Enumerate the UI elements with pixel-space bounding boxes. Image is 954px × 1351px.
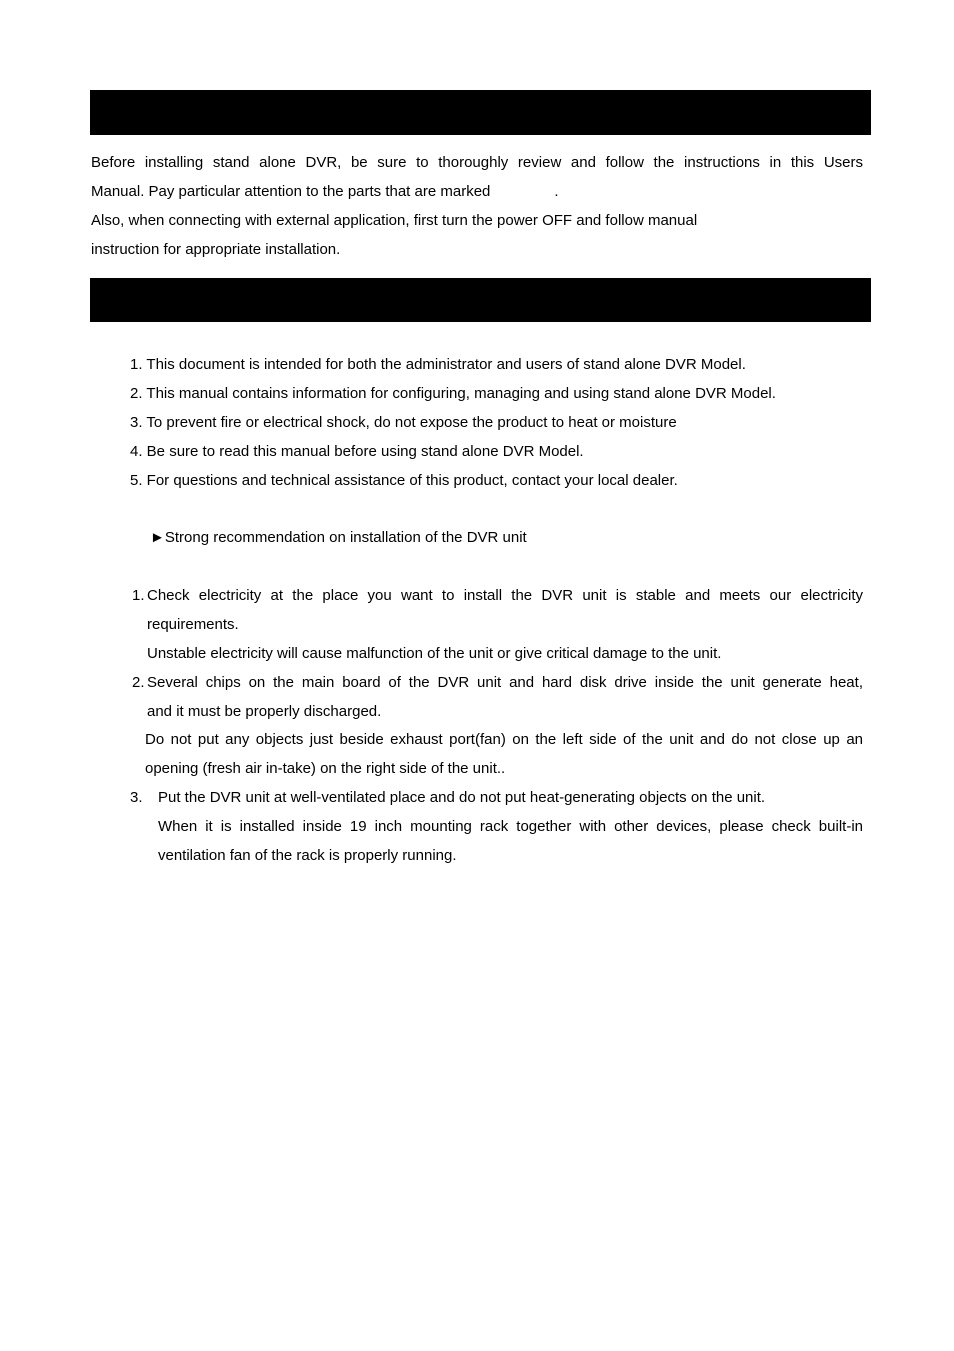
- rec-item-3-line-3: ventilation fan of the rack is properly running.: [158, 847, 457, 864]
- section-header-bar-2: [90, 278, 871, 322]
- intro-line-2-end: .: [554, 183, 559, 200]
- note-item-4: 4. Be sure to read this manual before using stand alone DVR Model.: [130, 443, 584, 460]
- rec-item-1-number: 1.: [132, 587, 145, 604]
- note-item-5: 5. For questions and technical assistance of this product, contact your local dealer.: [130, 472, 678, 489]
- intro-line-2: [91, 183, 559, 201]
- note-item-2: 2. This manual contains information for configuring, managing and using stand alone DVR Model.: [130, 385, 776, 402]
- rec-item-3-number: 3.: [130, 789, 143, 806]
- rec-item-3-line-2: When it is installed inside 19 inch mounting rack together with other devices, please check built-in: [158, 818, 863, 835]
- rec-item-2-line-1: Several chips on the main board of the DVR unit and hard disk drive inside the unit generate heat,: [147, 674, 863, 691]
- rec-item-1-line-3: Unstable electricity will cause malfunction of the unit or give critical damage to the unit.: [147, 645, 722, 662]
- rec-item-2-number: 2.: [132, 674, 145, 691]
- intro-line-2-text: Manual. Pay particular attention to the parts that are marked: [91, 183, 491, 200]
- recommendation-heading: ►Strong recommendation on installation of the DVR unit: [150, 529, 527, 546]
- rec-item-2-line-4: opening (fresh air in-take) on the right side of the unit..: [145, 760, 506, 777]
- rec-item-1-line-1: Check electricity at the place you want to install the DVR unit is stable and meets our electricity: [147, 587, 863, 604]
- rec-item-1-line-2: requirements.: [147, 616, 239, 633]
- rec-item-3-line-1: Put the DVR unit at well-ventilated place and do not put heat-generating objects on the unit.: [158, 789, 766, 806]
- intro-line-3: Also, when connecting with external application, first turn the power OFF and follow manual: [91, 212, 698, 229]
- intro-line-4: instruction for appropriate installation.: [91, 241, 341, 258]
- section-header-bar-1: [90, 90, 871, 135]
- rec-item-2-line-2: and it must be properly discharged.: [147, 703, 382, 720]
- rec-item-2-line-3: Do not put any objects just beside exhaust port(fan) on the left side of the unit and do not close up an: [145, 731, 863, 748]
- intro-line-1: Before installing stand alone DVR, be sure to thoroughly review and follow the instructions in this Users: [91, 154, 863, 171]
- note-item-3: 3. To prevent fire or electrical shock, do not expose the product to heat or moisture: [130, 414, 677, 431]
- note-item-1: 1. This document is intended for both the administrator and users of stand alone DVR Model.: [130, 356, 746, 373]
